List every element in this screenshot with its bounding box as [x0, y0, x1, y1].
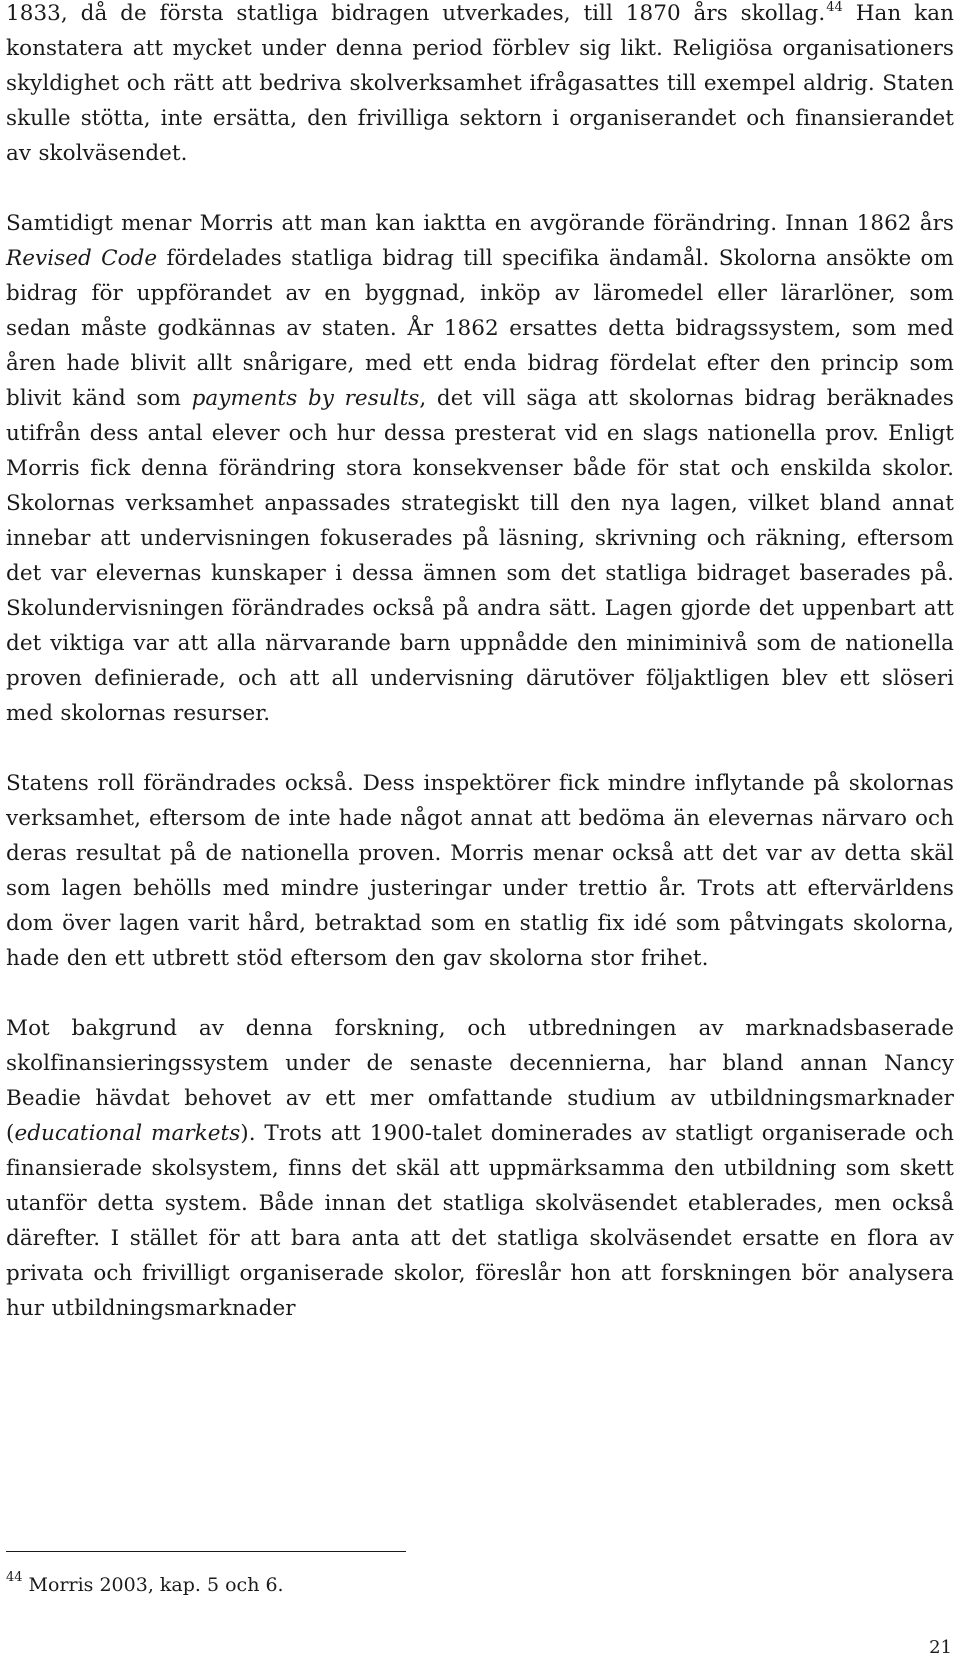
paragraph [6, 206, 954, 731]
text-segment: Mot bakgrund av denna forskning, och utbredningen av marknadsbaserade skolfinansieringssystem under de senaste decennierna, har bland annan Nancy Beadie hävdat behovet av ett mer omfattande studium av utbildningsmarknader ( [6, 1016, 954, 1146]
italic-text: payments by results [191, 386, 420, 411]
footnote [6, 1572, 284, 1598]
paragraph [6, 1011, 954, 1326]
body-text [6, 0, 954, 1326]
page-number: 21 [929, 1637, 952, 1658]
footnote-separator [6, 1551, 406, 1552]
italic-text: educational markets [14, 1121, 241, 1146]
text-segment: ). Trots att 1900-talet dominerades av statligt organiserade och finansierade skolsystem, finns det skäl att uppmärksamma den utbildning som skett utanför detta system. Både innan det statliga skolväsendet etablerades, men också därefter. I stället för att bara anta att det statliga skolväsendet ersatte en flora av privata och frivilligt organiserade skolor, föreslår hon att forskningen bör analysera hur utbildningsmarknader [6, 1121, 954, 1321]
paragraph [6, 766, 954, 976]
paragraph [6, 0, 954, 171]
footnote-text: Morris 2003, kap. 5 och 6. [28, 1574, 284, 1596]
text-segment: Statens roll förändrades också. Dess inspektörer fick mindre inflytande på skolornas verksamhet, eftersom de inte hade något annat att bedöma än elevernas närvaro och deras resultat på de nationella proven. Morris menar också att det var av detta skäl som lagen behölls med mindre justeringar under trettio år. Trots att eftervärldens dom över lagen varit hård, betraktad som en statlig fix idé som påtvingats skolorna, hade den ett utbrett stöd eftersom den gav skolorna stor frihet. [6, 771, 954, 971]
footnote-marker: 44 [6, 1570, 23, 1586]
text-segment: 1833, då de första statliga bidragen utverkades, till 1870 års skollag. [6, 1, 826, 26]
italic-text: Revised Code [6, 246, 158, 271]
text-segment: Han kan konstatera att mycket under denna period förblev sig likt. Religiösa organisationers skyldighet och rätt att bedriva skolverksamhet ifrågasattes till exempel aldrig. Staten skulle stötta, inte ersätta, den frivilliga sektorn i organiserandet och finansierandet av skolväsendet. [6, 1, 954, 166]
footnote-reference: 44 [826, 0, 843, 15]
text-segment: Samtidigt menar Morris att man kan iaktta en avgörande förändring. Innan 1862 års [6, 211, 954, 236]
text-segment: , det vill säga att skolornas bidrag beräknades utifrån dess antal elever och hur dessa presterat vid en slags nationella prov. Enligt Morris fick denna förändring stora konsekvenser både för stat och enskilda skolor. Skolornas verksamhet anpassades strategiskt till den nya lagen, vilket bland annat innebar att undervisningen fokuserades på läsning, skrivning och räkning, eftersom det var elevernas kunskaper i dessa ämnen som det statliga bidraget baserades på. Skolundervisningen förändrades också på andra sätt. Lagen gjorde det uppenbart att det viktiga var att alla närvarande barn uppnådde den miniminivå som de nationella proven definierade, och att all undervisning därutöver följaktligen blev ett slöseri med skolornas resurser. [6, 386, 954, 726]
text-segment: fördelades statliga bidrag till specifika ändamål. Skolorna ansökte om bidrag för uppförandet av en byggnad, inköp av läromedel eller lärarlöner, som sedan måste godkännas av staten. År 1862 ersattes detta bidragssystem, som med åren hade blivit allt snårigare, med ett enda bidrag fördelat efter den princip som blivit känd som [6, 246, 954, 411]
